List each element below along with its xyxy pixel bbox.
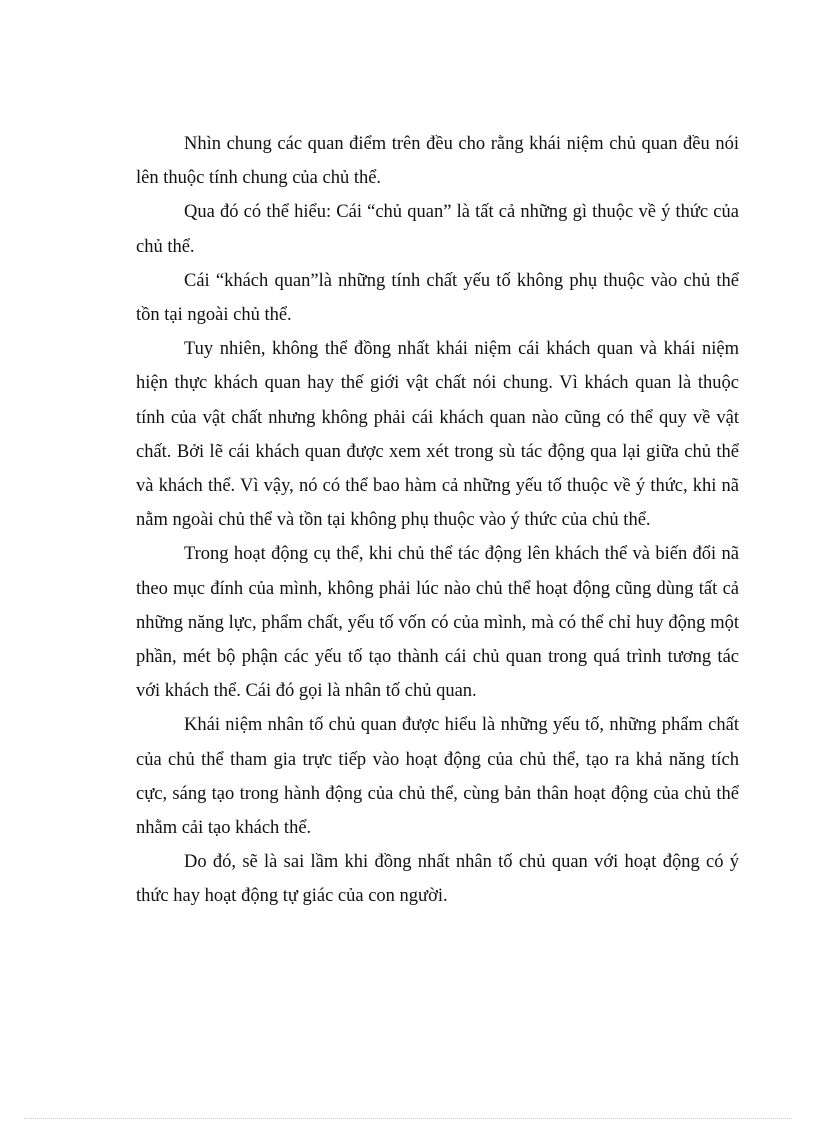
document-body (136, 127, 739, 914)
page-bottom-rule (24, 1118, 792, 1119)
paragraph-5: Trong hoạt động cụ thể, khi chủ thể tác động lên khách thể và biến đổi nã theo mục đính của mình, không phải lúc nào chủ thể hoạt động cũng dùng tất cả những năng lực, phẩm chất, yếu tố vốn có của mình, mà có thể chỉ huy động một phần, mét bộ phận các yếu tố tạo thành cái chủ quan trong quá trình tương tác với khách thể. Cái đó gọi là nhân tố chủ quan. (136, 544, 739, 702)
paragraph-4: Tuy nhiên, không thể đồng nhất khái niệm cái khách quan và khái niệm hiện thực khách quan hay thế giới vật chất nói chung. Vì khách quan là thuộc tính của vật chất nhưng không phải cái khách quan nào cũng có thể quy về vật chất. Bởi lẽ cái khách quan được xem xét trong sù tác động qua lại giữa chủ thể và khách thể. Vì vậy, nó có thể bao hàm cả những yếu tố thuộc về ý thức, khi nã nằm ngoài chủ thể và tồn tại không phụ thuộc vào ý thức của chủ thể. (136, 339, 739, 531)
paragraph-6: Khái niệm nhân tố chủ quan được hiểu là những yếu tố, những phẩm chất của chủ thể tham gia trực tiếp vào hoạt động của chủ thể, tạo ra khả năng tích cực, sáng tạo trong hành động của chủ thể, cùng bản thân hoạt động của chủ thể nhằm cải tạo khách thể. (136, 715, 739, 839)
paragraph-2: Qua đó có thể hiểu: Cái “chủ quan” là tất cả những gì thuộc về ý thức của chủ thể. (136, 202, 739, 257)
paragraph-1: Nhìn chung các quan điểm trên đều cho rằng khái niệm chủ quan đều nói lên thuộc tính chung của chủ thể. (136, 134, 739, 189)
paragraph-7: Do đó, sẽ là sai lầm khi đồng nhất nhân tố chủ quan với hoạt động có ý thức hay hoạt động tự giác của con người. (136, 852, 739, 907)
paragraph-3: Cái “khách quan”là những tính chất yếu tố không phụ thuộc vào chủ thể tồn tại ngoài chủ thể. (136, 270, 739, 326)
